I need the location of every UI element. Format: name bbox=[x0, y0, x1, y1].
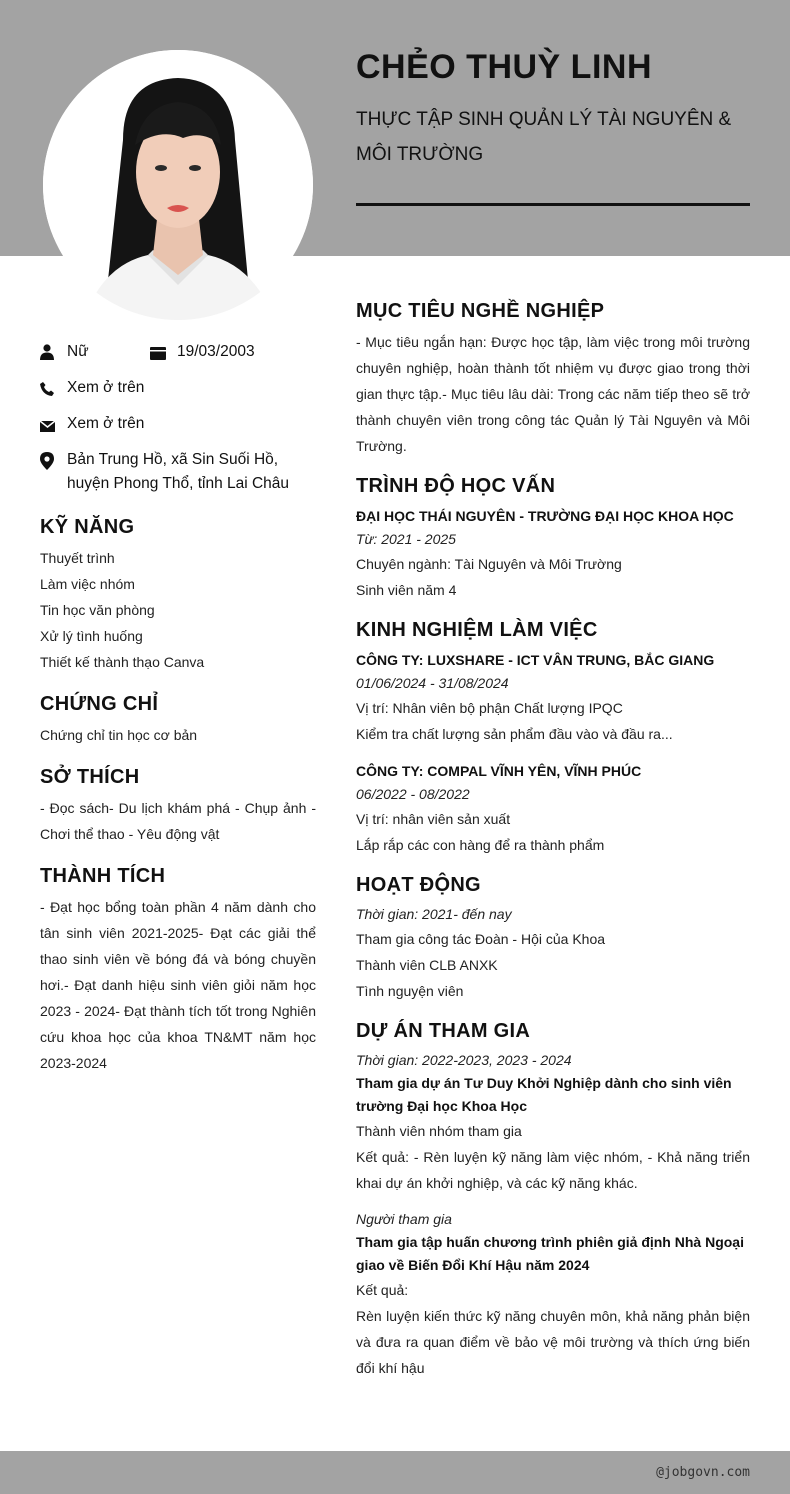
hobbies-text: - Đọc sách- Du lịch khám phá - Chụp ảnh - Chơi thể thao - Yêu động vật bbox=[40, 800, 316, 842]
gender-value: Nữ bbox=[67, 343, 89, 360]
job-description: Kiểm tra chất lượng sản phẩm đầu vào và đầu ra... bbox=[356, 726, 673, 742]
education-period: Từ: 2021 - 2025 bbox=[356, 531, 456, 547]
skill-item: Xử lý tình huống bbox=[40, 628, 143, 644]
activity-item: Tham gia công tác Đoàn - Hội của Khoa bbox=[356, 931, 606, 947]
job-company: CÔNG TY: COMPAL VĨNH YÊN, VĨNH PHÚC bbox=[356, 763, 642, 779]
job-position: Vị trí: Nhân viên bộ phận Chất lượng IPQC bbox=[356, 700, 623, 716]
achievements-heading: THÀNH TÍCH bbox=[40, 865, 166, 887]
activity-item: Thành viên CLB ANXK bbox=[356, 957, 498, 973]
address-row bbox=[40, 448, 316, 496]
project-name: Tham gia tập huấn chương trình phiên giả định Nhà Ngoại giao về Biến Đổi Khí Hậu năm 2024 bbox=[356, 1234, 744, 1273]
calendar-icon bbox=[150, 340, 177, 368]
activities-heading: HOẠT ĐỘNG bbox=[356, 874, 481, 896]
objective-section bbox=[356, 300, 750, 459]
footer-brand: @jobgovn.com bbox=[656, 1465, 750, 1480]
title-divider bbox=[356, 203, 750, 206]
project-entry bbox=[356, 1208, 750, 1381]
objective-text: - Mục tiêu ngắn hạn: Được học tập, làm việc trong môi trường chuyên nghiệp, hoàn thành tốt nhiệm vụ được giao trong thời gian thực tập.- Mục tiêu lâu dài: Trong các năm tiếp theo sẽ trở thành chuyên viên trong công tác Quản lý Tài Nguyên và Môi Trường. bbox=[356, 334, 750, 454]
skill-item: Làm việc nhóm bbox=[40, 576, 135, 592]
project-role: Thành viên nhóm tham gia bbox=[356, 1123, 522, 1139]
skill-item: Tin học văn phòng bbox=[40, 602, 155, 618]
job-period: 01/06/2024 - 31/08/2024 bbox=[356, 675, 509, 691]
objective-heading: MỤC TIÊU NGHỀ NGHIỆP bbox=[356, 300, 605, 322]
project-result: Kết quả: - Rèn luyện kỹ năng làm việc nhóm, - Khả năng triển khai dự án khởi nghiệp, và các kỹ năng khác. bbox=[356, 1149, 750, 1191]
personal-info-row bbox=[40, 340, 316, 368]
project-period: Thời gian: 2022-2023, 2023 - 2024 bbox=[356, 1052, 572, 1068]
achievements-text: - Đạt học bổng toàn phần 4 năm dành cho tân sinh viên 2021-2025- Đạt các giải thể thao sinh viên về bóng đá và bóng chuyền hơi.- Đạt danh hiệu sinh viên giỏi năm học 2023 - 2024- Đạt thành tích tốt trong Nghiên cứu khoa học của khoa TN&MT năm học 2023-2024 bbox=[40, 899, 316, 1071]
skill-item: Thiết kế thành thạo Canva bbox=[40, 654, 205, 670]
phone-icon bbox=[40, 376, 67, 404]
education-year: Sinh viên năm 4 bbox=[356, 582, 457, 598]
phone-value: Xem ở trên bbox=[67, 379, 145, 396]
job-company: CÔNG TY: LUXSHARE - ICT VÂN TRUNG, BẮC GIANG bbox=[356, 652, 715, 668]
project-role: Kết quả: bbox=[356, 1282, 409, 1298]
activity-item: Tình nguyện viên bbox=[356, 983, 464, 999]
skills-heading: KỸ NĂNG bbox=[40, 516, 135, 538]
job-entry bbox=[356, 648, 750, 747]
hobbies-heading: SỞ THÍCH bbox=[40, 766, 140, 788]
gender-cell bbox=[40, 340, 150, 368]
activities-period: Thời gian: 2021- đến nay bbox=[356, 906, 512, 922]
candidate-job-title: THỰC TẬP SINH QUẢN LÝ TÀI NGUYÊN & MÔI TRƯỜNG bbox=[356, 109, 732, 165]
job-description: Lắp rắp các con hàng để ra thành phẩm bbox=[356, 837, 605, 853]
phone-row bbox=[40, 376, 316, 404]
education-major: Chuyên ngành: Tài Nguyên và Môi Trường bbox=[356, 556, 622, 572]
left-column bbox=[40, 340, 316, 1076]
address-value: Bản Trung Hồ, xã Sin Suối Hồ, huyện Phong Thổ, tỉnh Lai Châu bbox=[67, 451, 290, 492]
email-value: Xem ở trên bbox=[67, 415, 145, 432]
right-column bbox=[356, 300, 750, 1397]
project-result: Rèn luyện kiến thức kỹ năng chuyên môn, khả năng phản biện và đưa ra quan điểm về bảo vệ môi trường và thích ứng biến đổi khí hậu bbox=[356, 1308, 750, 1376]
mail-icon bbox=[40, 412, 67, 440]
projects-section bbox=[356, 1020, 750, 1381]
profile-photo bbox=[43, 50, 313, 320]
school-name: ĐẠI HỌC THÁI NGUYÊN - TRƯỜNG ĐẠI HỌC KHOA HỌC bbox=[356, 508, 734, 524]
birthdate-value: 19/03/2003 bbox=[177, 343, 255, 360]
certificates-heading: CHỨNG CHỈ bbox=[40, 693, 159, 715]
candidate-name: CHẺO THUỲ LINH bbox=[356, 48, 652, 86]
project-entry bbox=[356, 1049, 750, 1196]
activities-section bbox=[356, 874, 750, 1004]
job-period: 06/2022 - 08/2022 bbox=[356, 786, 470, 802]
projects-heading: DỰ ÁN THAM GIA bbox=[356, 1020, 531, 1042]
project-period: Người tham gia bbox=[356, 1211, 452, 1227]
job-entry bbox=[356, 759, 750, 858]
job-position: Vị trí: nhân viên sản xuất bbox=[356, 811, 511, 827]
experience-section bbox=[356, 619, 750, 858]
education-heading: TRÌNH ĐỘ HỌC VẤN bbox=[356, 475, 556, 497]
skill-item: Thuyết trình bbox=[40, 550, 115, 566]
certificate-item: Chứng chỉ tin học cơ bản bbox=[40, 727, 198, 743]
person-icon bbox=[40, 340, 67, 368]
location-pin-icon bbox=[40, 448, 67, 478]
birthdate-cell bbox=[150, 340, 255, 368]
experience-heading: KINH NGHIỆM LÀM VIỆC bbox=[356, 619, 598, 641]
education-section bbox=[356, 475, 750, 603]
email-row bbox=[40, 412, 316, 440]
project-name: Tham gia dự án Tư Duy Khởi Nghiệp dành cho sinh viên trường Đại học Khoa Học bbox=[356, 1075, 732, 1114]
